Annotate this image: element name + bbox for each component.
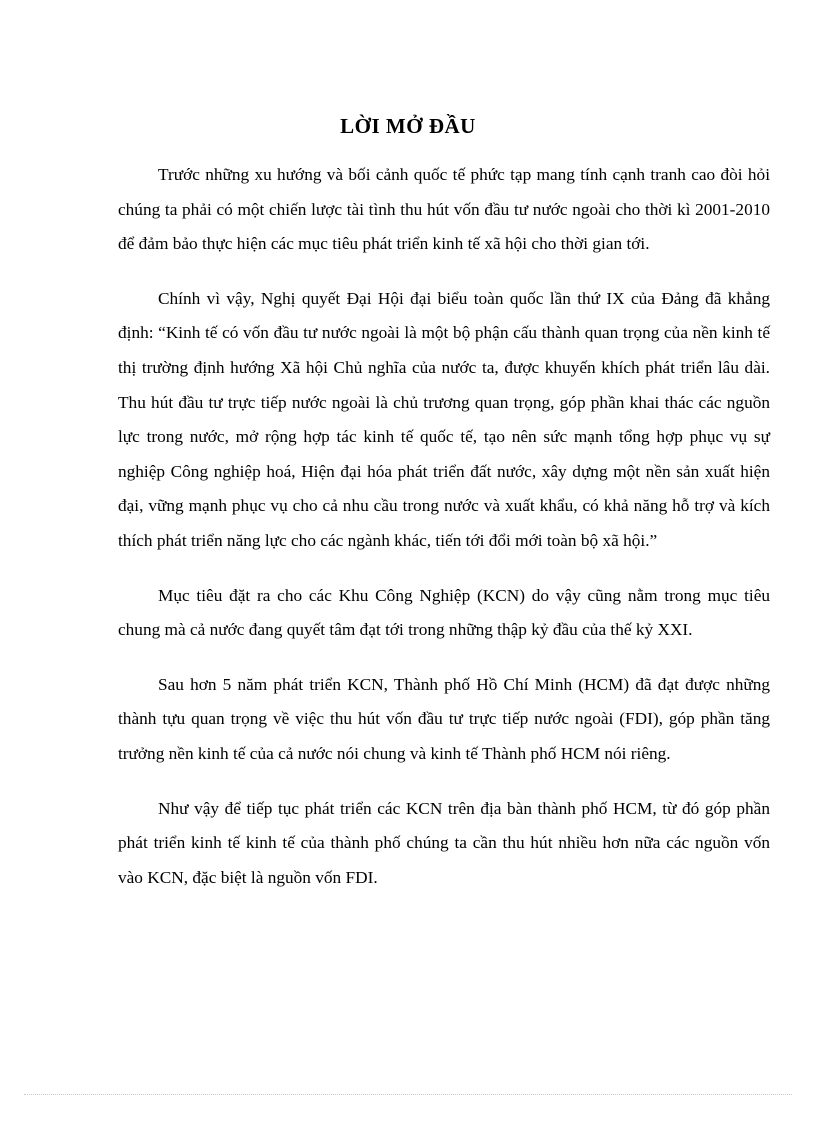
paragraph-3: Mục tiêu đặt ra cho các Khu Công Nghiệp (KCN) do vậy cũng nằm trong mục tiêu chung mà cả nước đang quyết tâm đạt tới trong những thập kỷ đầu của thế kỷ XXI. bbox=[118, 585, 770, 640]
paragraph-5: Như vậy để tiếp tục phát triển các KCN trên địa bàn thành phố HCM, từ đó góp phần phát triển kinh tế kinh tế của thành phố chúng ta cần thu hút nhiều hơn nữa các nguồn vốn vào KCN, đặc biệt là nguồn vốn FDI. bbox=[118, 798, 770, 887]
page-title: LỜI MỞ ĐẦU bbox=[340, 114, 476, 138]
body-text bbox=[118, 158, 770, 915]
paragraph-4: Sau hơn 5 năm phát triển KCN, Thành phố Hồ Chí Minh (HCM) đã đạt được những thành tựu quan trọng về việc thu hút vốn đầu tư trực tiếp nước ngoài (FDI), góp phần tăng trưởng nền kinh tế của cả nước nói chung và kinh tế Thành phố HCM nói riêng. bbox=[118, 674, 770, 763]
paragraph-1: Trước những xu hướng và bối cảnh quốc tế phức tạp mang tính cạnh tranh cao đòi hỏi chúng ta phải có một chiến lược tài tình thu hút vốn đầu tư nước ngoài cho thời kì 2001-2010 để đảm bảo thực hiện các mục tiêu phát triển kinh tế xã hội cho thời gian tới. bbox=[118, 165, 770, 254]
page-bottom-divider bbox=[24, 1094, 792, 1095]
paragraph-2: Chính vì vậy, Nghị quyết Đại Hội đại biểu toàn quốc lần thứ IX của Đảng đã khẳng định: “Kinh tế có vốn đầu tư nước ngoài là một bộ phận cấu thành quan trọng của nền kinh tế thị trường định hướng Xã hội Chủ nghĩa của nước ta, được khuyến khích phát triển lâu dài. Thu hút đầu tư trực tiếp nước ngoài là chủ trương quan trọng, góp phần khai thác các nguồn lực trong nước, mở rộng hợp tác kinh tế quốc tế, tạo nên sức mạnh tổng hợp phục vụ sự nghiệp Công nghiệp hoá, Hiện đại hóa phát triển đất nước, xây dựng một nền sản xuất hiện đại, vững mạnh phục vụ cho cả nhu cầu trong nước và xuất khẩu, có khả năng hỗ trợ và kích thích phát triển năng lực cho các ngành khác, tiến tới đổi mới toàn bộ xã hội.” bbox=[118, 288, 770, 550]
